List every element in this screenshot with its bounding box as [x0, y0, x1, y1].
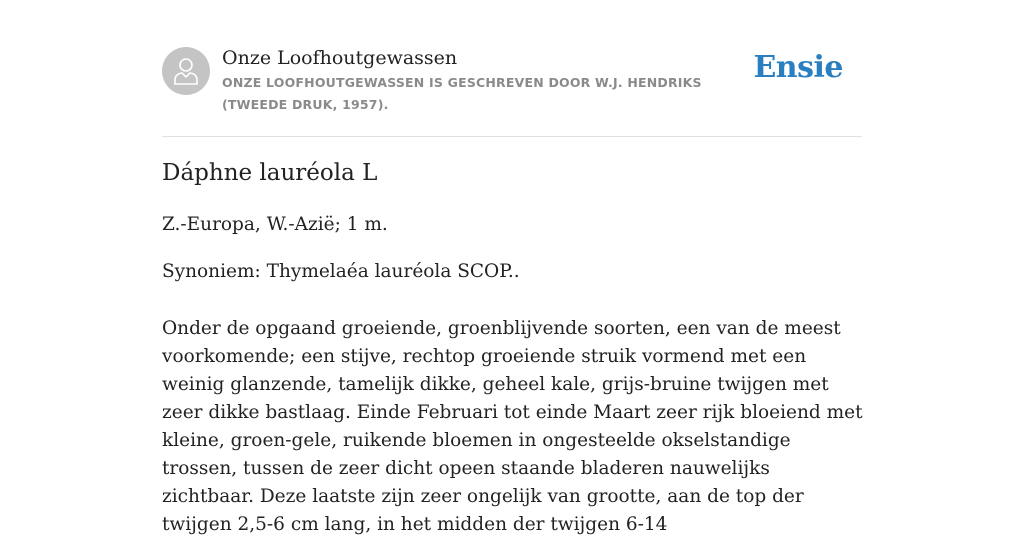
source-header	[162, 44, 862, 137]
source-avatar[interactable]	[162, 47, 210, 95]
article-synonym: Synoniem: Thymelaéa lauréola SCOP..	[162, 261, 520, 282]
user-icon	[172, 56, 200, 86]
source-title[interactable]: Onze Loofhoutgewassen	[222, 47, 458, 69]
article-body: Onder de opgaand groeiende, groenblijvende soorten, een van de meest voorkomende; een stijve, rechtop groeiende struik vormend met een weinig glanzende, tamelijk dikke, geheel kale, grijs-bruine twijgen met zeer dikke bastlaag. Einde Februari tot einde Maart zeer rijk bloeiend met kleine, groen-gele, ruikende bloemen in ongesteelde okselstandige trossen, tussen de zeer dicht opeen staande bladeren nauwelijks zichtbaar. Deze laatste zijn zeer ongelijk van grootte, aan de top der twijgen 2,5-6 cm lang, in het midden der twijgen 6-14	[162, 318, 863, 535]
source-description: ONZE LOOFHOUTGEWASSEN IS GESCHREVEN DOOR W.J. HENDRIKS (TWEEDE DRUK, 1957).	[222, 75, 702, 112]
article-origin: Z.-Europa, W.-Azië; 1 m.	[162, 214, 388, 235]
ensie-logo[interactable]: Ensie	[753, 50, 843, 85]
article-title: Dáphne lauréola L	[162, 160, 378, 186]
